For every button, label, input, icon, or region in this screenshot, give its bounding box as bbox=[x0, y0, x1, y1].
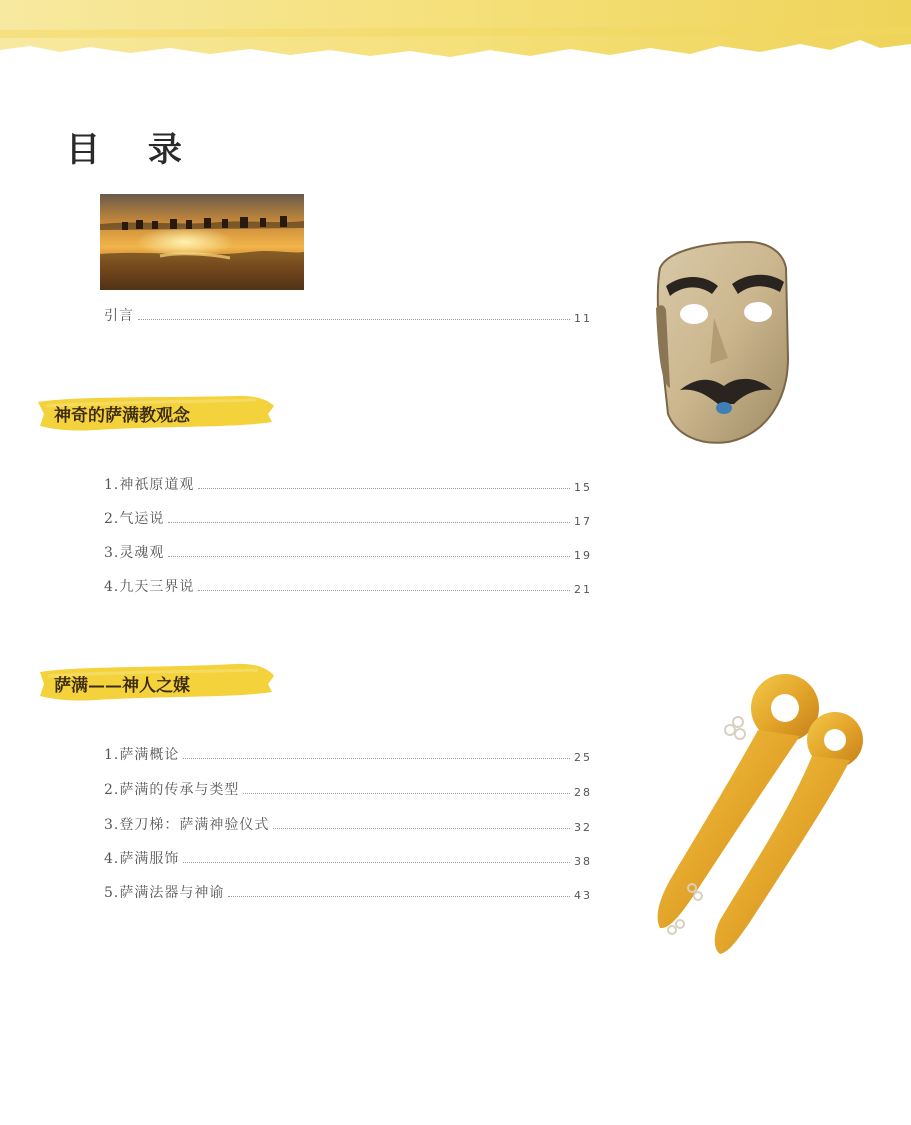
section-banner-2 bbox=[36, 660, 276, 700]
toc-item-page: 19 bbox=[574, 549, 592, 562]
toc-intro-row[interactable] bbox=[104, 303, 592, 325]
toc-dot-leader bbox=[183, 757, 570, 759]
toc-dot-leader bbox=[243, 792, 570, 794]
toc-item-page: 43 bbox=[574, 889, 592, 902]
toc-row[interactable] bbox=[104, 880, 592, 902]
section-title-2: 萨满——神人之媒 bbox=[54, 676, 190, 696]
toc-row[interactable] bbox=[104, 540, 592, 562]
section-banner-1 bbox=[36, 392, 276, 432]
toc-intro-label: 引言 bbox=[104, 308, 134, 324]
toc-item-page: 17 bbox=[574, 515, 592, 528]
toc-item-label: 5.萨满法器与神谕 bbox=[104, 885, 225, 901]
toc-item-page: 15 bbox=[574, 481, 592, 494]
toc-item-page: 32 bbox=[574, 821, 592, 834]
toc-item-label: 3.登刀梯：萨满神验仪式 bbox=[104, 817, 270, 833]
toc-row[interactable] bbox=[104, 812, 592, 834]
toc-row[interactable] bbox=[104, 574, 592, 596]
toc-item-label: 4.九天三界说 bbox=[104, 579, 195, 595]
toc-item-label: 1.萨满概论 bbox=[104, 747, 180, 763]
section-title-1: 神奇的萨满教观念 bbox=[54, 406, 190, 426]
toc-item-label: 2.萨满的传承与类型 bbox=[104, 782, 240, 798]
toc-row[interactable] bbox=[104, 846, 592, 868]
toc-dot-leader bbox=[198, 487, 570, 489]
toc-row[interactable] bbox=[104, 777, 592, 799]
toc-dot-leader bbox=[183, 861, 570, 863]
toc-item-label: 4.萨满服饰 bbox=[104, 851, 180, 867]
toc-item-page: 21 bbox=[574, 583, 592, 596]
toc-row[interactable] bbox=[104, 506, 592, 528]
page-title: 目 录 bbox=[66, 130, 200, 170]
toc-row[interactable] bbox=[104, 742, 592, 764]
toc-item-label: 3.灵魂观 bbox=[104, 545, 165, 561]
toc-row[interactable] bbox=[104, 472, 592, 494]
toc-dot-leader bbox=[228, 895, 570, 897]
toc-item-label: 2.气运说 bbox=[104, 511, 165, 527]
sunset-caravan-photo bbox=[100, 194, 304, 290]
toc-item-page: 38 bbox=[574, 855, 592, 868]
toc-item-page: 25 bbox=[574, 751, 592, 764]
toc-dot-leader bbox=[273, 827, 570, 829]
toc-dot-leader bbox=[168, 521, 570, 523]
shaman-ritual-artifact-image bbox=[640, 660, 865, 960]
toc-dot-leader bbox=[138, 318, 570, 320]
toc-dot-leader bbox=[198, 589, 570, 591]
toc-dot-leader bbox=[168, 555, 570, 557]
toc-item-page: 28 bbox=[574, 786, 592, 799]
toc-intro-page: 11 bbox=[574, 312, 592, 325]
wooden-mask-image bbox=[648, 238, 793, 448]
top-decorative-band bbox=[0, 0, 911, 62]
toc-item-label: 1.神祇原道观 bbox=[104, 477, 195, 493]
